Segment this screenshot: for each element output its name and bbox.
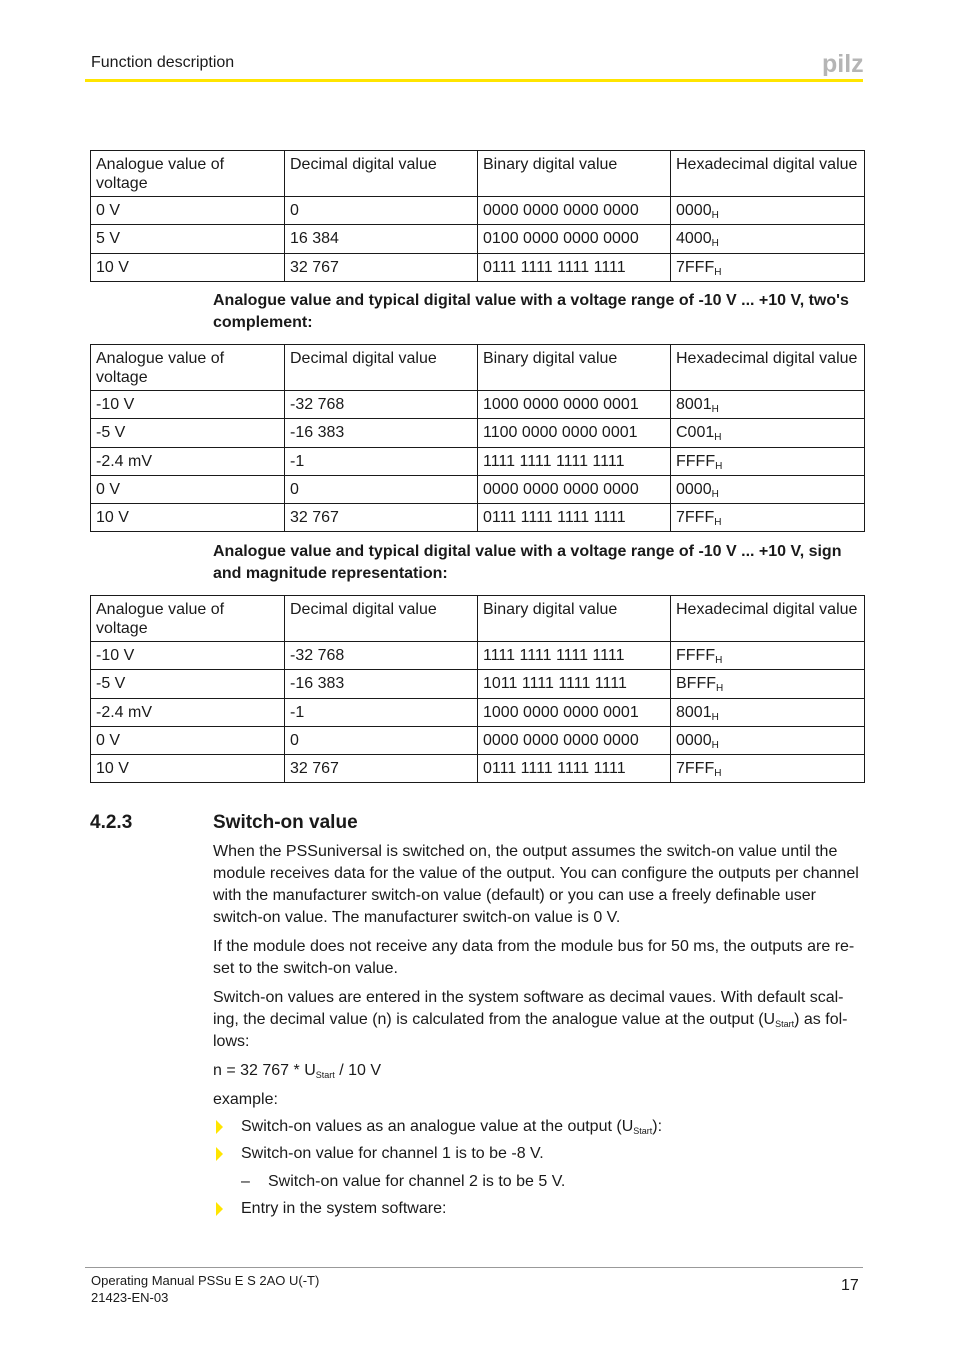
example-label: example:: [213, 1091, 278, 1108]
svg-text:pilz: pilz: [822, 50, 864, 76]
table-caption-twos-complement: Analogue value and typical digital value with a voltage range of -10 V ... +10 V, two's complement:: [213, 292, 849, 331]
section-number: 4.2.3: [90, 812, 133, 833]
bullet-item: Switch-on values as an analogue value at the output $(U_{Start})$:: [241, 1118, 663, 1136]
cell-decimal: -16 383: [285, 419, 478, 448]
column-header: Decimal digital value: [285, 596, 478, 642]
table-row: [91, 448, 865, 476]
cell-decimal: 16 384: [285, 225, 478, 254]
text-line: module receives data for the value of the output. You can configure the outputs per channel: [213, 865, 859, 882]
cell-decimal: 0: [285, 197, 478, 225]
bullet-arrow-icon: [215, 1147, 225, 1161]
cell-decimal: -32 768: [285, 642, 478, 670]
cell-binary: 1100 0000 0000 0001: [478, 419, 671, 448]
table-header-row: [91, 345, 865, 391]
table-row: [91, 642, 865, 670]
column-header: Decimal digital value: [285, 345, 478, 391]
cell-binary: 0111 1111 1111 1111: [478, 254, 671, 282]
cell-analogue: -5 V: [91, 670, 285, 699]
cell-analogue: 0 V: [91, 727, 285, 755]
cell-analogue: 0 V: [91, 476, 285, 504]
table-caption-sign-magnitude: Analogue value and typical digital value with a voltage range of -10 V ... +10 V, sign and magnitude representation:: [213, 543, 842, 582]
cell-binary: 1000 0000 0000 0001: [478, 699, 671, 727]
table-row: [91, 699, 865, 727]
column-header: Binary digital value: [478, 596, 671, 642]
cell-binary: 0000 0000 0000 0000: [478, 197, 671, 225]
column-header: Analogue value of voltage: [91, 151, 285, 197]
cell-decimal: -1: [285, 448, 478, 476]
table-sign-magnitude: [90, 595, 865, 783]
cell-hex: $7FFF_H$: [671, 504, 865, 532]
cell-decimal: 0: [285, 727, 478, 755]
table-header-row: [91, 151, 865, 197]
table-row: [91, 419, 865, 448]
cell-analogue: 10 V: [91, 755, 285, 783]
cell-analogue: 10 V: [91, 254, 285, 282]
cell-hex: $7FFF_H$: [671, 254, 865, 282]
column-header: Analogue value of voltage: [91, 596, 285, 642]
cell-hex: $BFFF_H$: [671, 670, 865, 699]
text-line: lows:: [213, 1033, 250, 1050]
paragraph-decimal-values: [213, 987, 863, 1053]
footer-doc-number: 21423-EN-03: [91, 1290, 169, 1305]
text-line: When the PSSuniversal is switched on, the output assumes the switch-on value until the: [213, 843, 838, 860]
cell-hex: $8001_H$: [671, 699, 865, 727]
text-line: ing, the decimal value (n) is calculated from the analogue value at the output $(U_{Start})$ as fol-: [213, 1011, 848, 1029]
cell-hex: $0000_H$: [671, 727, 865, 755]
cell-analogue: -5 V: [91, 419, 285, 448]
table-row: [91, 504, 865, 532]
header-title: Function description: [91, 54, 235, 71]
table-twos-complement: [90, 344, 865, 532]
table-row: [91, 476, 865, 504]
cell-binary: 0000 0000 0000 0000: [478, 476, 671, 504]
table-row: [91, 197, 865, 225]
text-line: switch-on value. The manufacturer switch-on value is 0 V.: [213, 909, 621, 926]
column-header: Binary digital value: [478, 151, 671, 197]
cell-binary: 0111 1111 1111 1111: [478, 504, 671, 532]
cell-binary: 1111 1111 1111 1111: [478, 448, 671, 476]
cell-hex: $0000_H$: [671, 476, 865, 504]
column-header: Binary digital value: [478, 345, 671, 391]
cell-hex: $7FFF_H$: [671, 755, 865, 783]
cell-decimal: -32 768: [285, 391, 478, 419]
cell-analogue: 10 V: [91, 504, 285, 532]
cell-analogue: 5 V: [91, 225, 285, 254]
page-number: 17: [841, 1277, 859, 1294]
column-header: Hexadecimal digital value: [671, 151, 865, 197]
dash-item: Switch-on value for channel 2 is to be 5 V.: [268, 1173, 566, 1190]
table-row: [91, 254, 865, 282]
formula: n = 32 $767 * U_{Start} / 10$ V: [213, 1062, 382, 1080]
text-line: with the manufacturer switch-on value (default) or you can use a freely definable user: [213, 887, 816, 904]
paragraph-module-bus: [213, 936, 863, 980]
cell-decimal: 32 767: [285, 755, 478, 783]
cell-hex: $FFFF_H$: [671, 642, 865, 670]
cell-hex: $FFFF_H$: [671, 448, 865, 476]
cell-binary: 0100 0000 0000 0000: [478, 225, 671, 254]
table-voltage-range-0-10: [90, 150, 865, 282]
header-rule: [85, 79, 863, 82]
paragraph-switch-on-intro: [213, 841, 863, 929]
cell-hex: $4000_H$: [671, 225, 865, 254]
pilz-logo: [822, 50, 864, 76]
cell-analogue: -2.4 mV: [91, 699, 285, 727]
cell-analogue: -10 V: [91, 642, 285, 670]
column-header: Decimal digital value: [285, 151, 478, 197]
cell-decimal: 32 767: [285, 254, 478, 282]
cell-hex: $8001_H$: [671, 391, 865, 419]
bullet-item: Entry in the system software:: [241, 1200, 447, 1217]
bullet-arrow-icon: [215, 1120, 225, 1134]
dash-mark: –: [241, 1173, 250, 1190]
cell-hex: $C001_H$: [671, 419, 865, 448]
text-line: set to the switch-on value.: [213, 960, 398, 977]
cell-decimal: 32 767: [285, 504, 478, 532]
column-header: Analogue value of voltage: [91, 345, 285, 391]
table-row: [91, 727, 865, 755]
text-line: Switch-on values are entered in the system software as decimal vaues. With default scal-: [213, 989, 844, 1006]
cell-analogue: -10 V: [91, 391, 285, 419]
cell-analogue: 0 V: [91, 197, 285, 225]
bullet-arrow-icon: [215, 1202, 225, 1216]
cell-binary: 1111 1111 1111 1111: [478, 642, 671, 670]
column-header: Hexadecimal digital value: [671, 345, 865, 391]
table-row: [91, 391, 865, 419]
bullet-item: Switch-on value for channel 1 is to be -8 V.: [241, 1145, 544, 1162]
text-line: If the module does not receive any data from the module bus for 50 ms, the outputs are re-: [213, 938, 855, 955]
cell-decimal: 0: [285, 476, 478, 504]
section-title: Switch-on value: [213, 812, 358, 833]
footer-rule: [85, 1267, 863, 1268]
cell-binary: 0111 1111 1111 1111: [478, 755, 671, 783]
cell-binary: 1000 0000 0000 0001: [478, 391, 671, 419]
table-row: [91, 755, 865, 783]
cell-analogue: -2.4 mV: [91, 448, 285, 476]
cell-decimal: -1: [285, 699, 478, 727]
cell-hex: $0000_H$: [671, 197, 865, 225]
cell-decimal: -16 383: [285, 670, 478, 699]
column-header: Hexadecimal digital value: [671, 596, 865, 642]
table-header-row: [91, 596, 865, 642]
cell-binary: 1011 1111 1111 1111: [478, 670, 671, 699]
cell-binary: 0000 0000 0000 0000: [478, 727, 671, 755]
footer-manual-title: Operating Manual PSSu E S 2AO U(-T): [91, 1273, 320, 1288]
table-row: [91, 670, 865, 699]
table-row: [91, 225, 865, 254]
